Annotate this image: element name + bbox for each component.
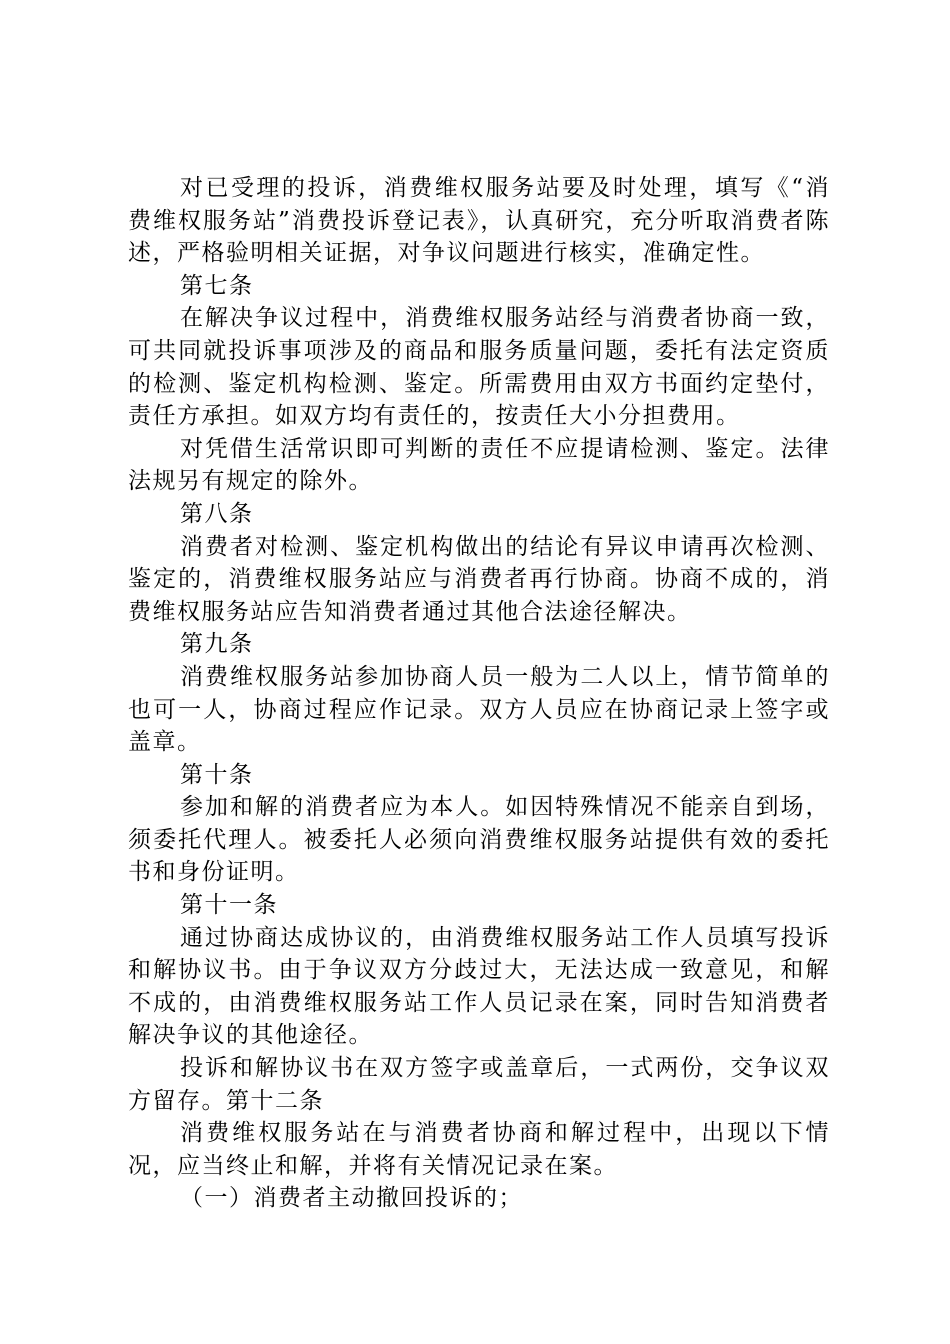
article-heading: 第九条: [180, 631, 254, 658]
paragraph: 投诉和解协议书在双方签字或盖章后，一式两份，交争议双方留存。第十二条: [128, 1055, 830, 1114]
article-heading: 第七条: [180, 272, 254, 299]
paragraph: 参加和解的消费者应为本人。如因特殊情况不能亲自到场，须委托代理人。被委托人必须向消费维权服务站提供有效的委托书和身份证明。: [128, 794, 830, 886]
document-body: [128, 172, 830, 1215]
paragraph: 在解决争议过程中，消费维权服务站经与消费者协商一致，可共同就投诉事项涉及的商品和服务质量问题，委托有法定资质的检测、鉴定机构检测、鉴定。所需费用由双方书面约定垫付，责任方承担。如双方均有责任的，按责任大小分担费用。: [128, 305, 830, 430]
paragraph: 对已受理的投诉，消费维权服务站要及时处理，填写《“消费维权服务站”消费投诉登记表》，认真研究，充分听取消费者陈述，严格验明相关证据，对争议问题进行核实，准确定性。: [128, 175, 830, 267]
paragraph: 消费维权服务站在与消费者协商和解过程中，出现以下情况，应当终止和解，并将有关情况记录在案。: [128, 1120, 830, 1179]
paragraph: 消费者对检测、鉴定机构做出的结论有异议申请再次检测、鉴定的，消费维权服务站应与消费者再行协商。协商不成的，消费维权服务站应告知消费者通过其他合法途径解决。: [128, 533, 830, 625]
paragraph: 消费维权服务站参加协商人员一般为二人以上，情节简单的也可一人，协商过程应作记录。双方人员应在协商记录上签字或盖章。: [128, 663, 830, 756]
article-heading: 第八条: [180, 500, 254, 527]
article-heading: 第十一条: [180, 892, 278, 919]
paragraph: 通过协商达成协议的，由消费维权服务站工作人员填写投诉和解协议书。由于争议双方分歧过大，无法达成一致意见，和解不成的，由消费维权服务站工作人员记录在案，同时告知消费者解决争议的其他途径。: [128, 924, 830, 1049]
list-item: （一）消费者主动撤回投诉的；: [180, 1185, 523, 1212]
paragraph: 对凭借生活常识即可判断的责任不应提请检测、鉴定。法律法规另有规定的除外。: [128, 435, 830, 495]
article-heading: 第十条: [180, 761, 254, 788]
